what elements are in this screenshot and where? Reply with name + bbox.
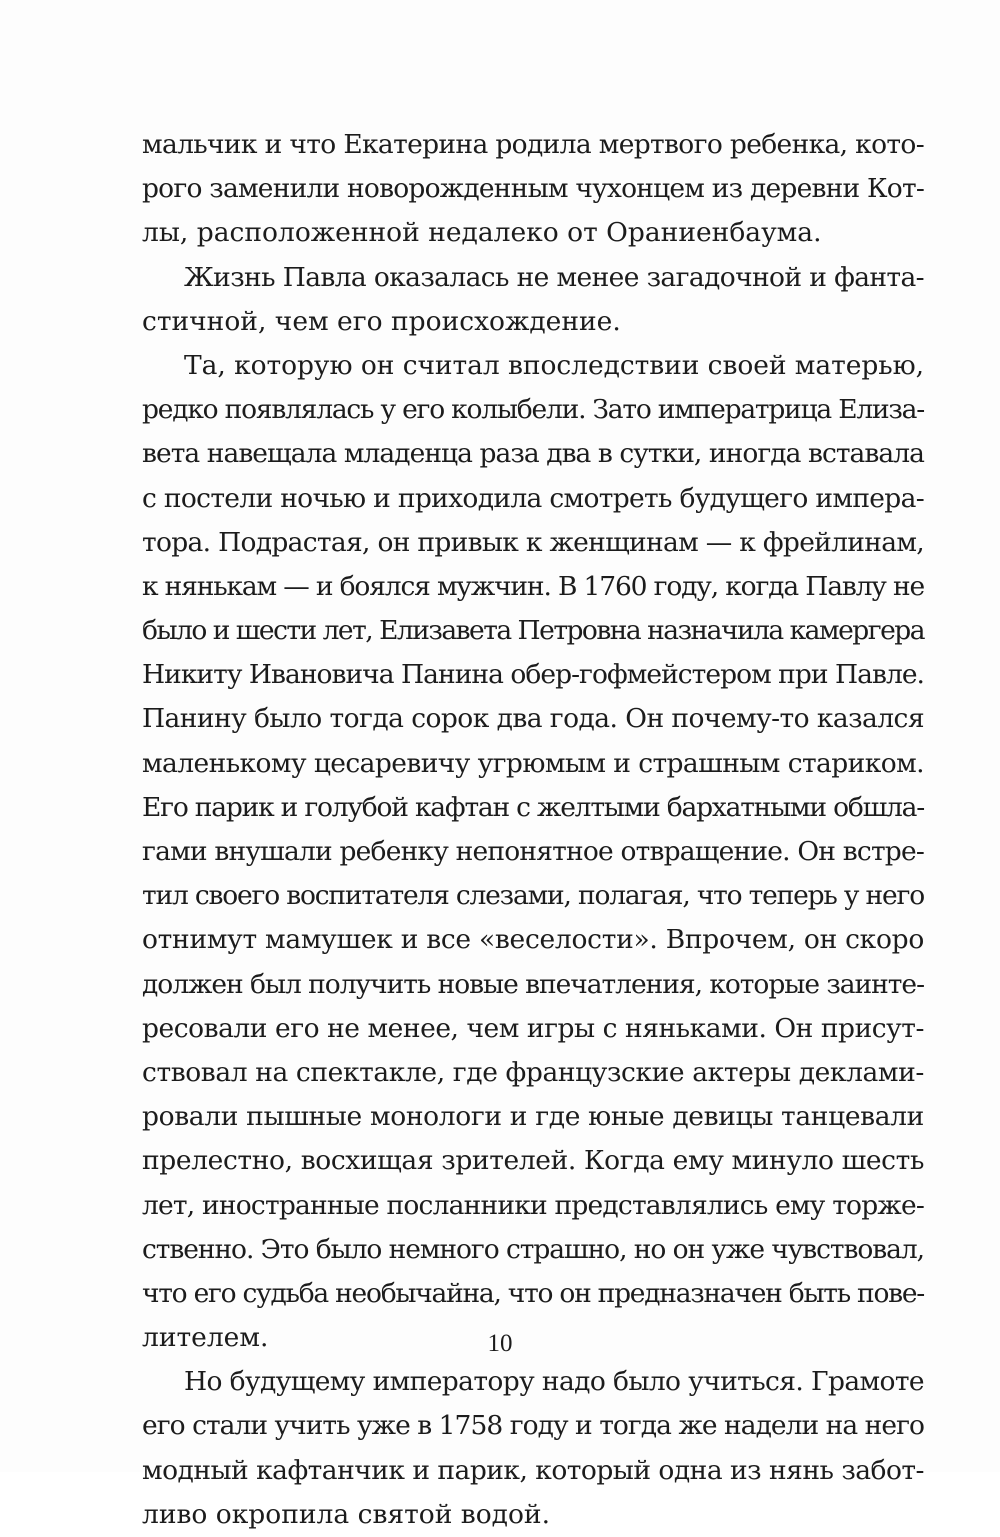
- text-line: ровали пышные монологи и где юные девицы танцевали: [142, 1101, 924, 1133]
- text-line: стичной, чем его происхождение.: [142, 305, 621, 337]
- text-line: Панину было тогда сорок два года. Он почему-то казался: [142, 703, 924, 735]
- text-line: вета навещала младенца раза два в сутки, иногда вставала: [142, 438, 924, 470]
- page-number: 10: [487, 1330, 513, 1357]
- text-line: Его парик и голубой кафтан с желтыми бархатными обшла-: [142, 791, 924, 823]
- text-line: ресовали его не менее, чем игры с няньками. Он присут-: [142, 1012, 925, 1044]
- text-line: рого заменили новорожденным чухонцем из деревни Кот-: [142, 173, 924, 205]
- paragraph-first-line: Но будущему императору надо было учиться. Грамоте: [184, 1366, 924, 1398]
- text-line: лы, расположенной недалеко от Ораниенбаума.: [142, 217, 822, 249]
- text-line: отнимут мамушек и все «веселости». Впрочем, он скоро: [142, 924, 924, 956]
- text-line: ственно. Это было немного страшно, но он уже чувствовал,: [142, 1233, 924, 1265]
- paragraph-first-line: Та, которую он считал впоследствии своей матерью,: [184, 349, 924, 381]
- text-line: с постели ночью и приходила смотреть будущего импера-: [142, 482, 924, 514]
- text-line: лителем.: [142, 1322, 269, 1354]
- text-line: прелестно, восхищая зрителей. Когда ему минуло шесть: [142, 1145, 924, 1177]
- text-line: маленькому цесаревичу угрюмым и страшным стариком.: [142, 747, 924, 779]
- text-line: ливо окропила святой водой.: [142, 1498, 551, 1530]
- text-line: должен был получить новые впечатления, которые заинте-: [142, 968, 924, 1000]
- text-line: гами внушали ребенку непонятное отвращение. Он встре-: [142, 836, 924, 867]
- text-line: что его судьба необычайна, что он предназначен быть пове-: [142, 1277, 924, 1309]
- text-line: тил своего воспитателя слезами, полагая, что теперь у него: [142, 880, 924, 912]
- text-line: к нянькам — и боялся мужчин. В 1760 году, когда Павлу не: [142, 570, 924, 602]
- text-line: было и шести лет, Елизавета Петровна назначила камергера: [142, 615, 924, 647]
- text-line: мальчик и что Екатерина родила мертвого ребенка, кото-: [142, 129, 924, 160]
- text-line: лет, иностранные посланники представлялись ему торже-: [142, 1189, 924, 1221]
- text-line: Никиту Ивановича Панина обер-гофмейстером при Павле.: [142, 659, 924, 691]
- text-line: модный кафтанчик и парик, который одна из нянь забот-: [142, 1454, 924, 1486]
- text-line: ствовал на спектакле, где французские актеры деклами-: [142, 1056, 924, 1088]
- paragraph-first-line: Жизнь Павла оказалась не менее загадочной и фанта-: [184, 261, 924, 293]
- text-line: редко появлялась у его колыбели. Зато императрица Елиза-: [142, 394, 924, 426]
- text-line: тора. Подрастая, он привык к женщинам — к фрейлинам,: [142, 526, 924, 558]
- body-text: [142, 123, 924, 1537]
- text-line: его стали учить уже в 1758 году и тогда же надели на него: [142, 1410, 924, 1442]
